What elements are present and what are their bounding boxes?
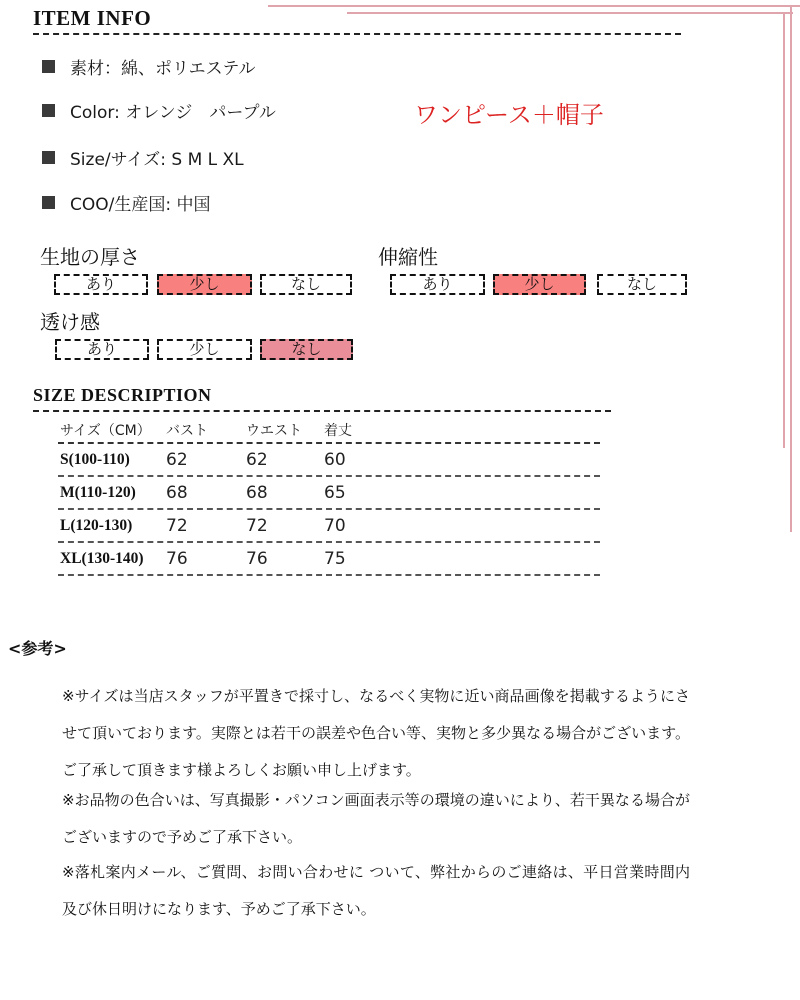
cell-size: L(120-130) [60,516,133,534]
cell-waist: 62 [246,449,268,470]
size-label: Size/サイズ: S M L XL [70,149,244,170]
coo-label: COO/生産国: 中国 [70,194,211,215]
fabric-thickness-option-ari: あり [54,274,148,295]
item-info-title: ITEM INFO [33,6,152,30]
fabric-thickness-label: 生地の厚さ [40,245,140,269]
cell-size: S(100-110) [60,450,130,468]
table-row [58,477,600,510]
square-bullet-icon [42,196,55,209]
fabric-thickness-option-nashi: なし [260,274,352,295]
cell-length: 60 [324,449,346,470]
table-row [58,444,600,477]
cell-size: XL(130-140) [60,549,144,567]
material-label: 素材：綿、ポリエステル [70,58,256,79]
cell-bust: 62 [166,449,188,470]
size-description-divider [33,410,611,412]
frame-line-top-inner [347,12,793,14]
table-row [58,543,600,576]
sheerness-option-sukoshi: 少し [157,339,252,360]
col-header-length: 着丈 [324,422,352,439]
stretch-option-sukoshi: 少し [493,274,586,295]
size-table-header [58,417,600,444]
cell-waist: 68 [246,482,268,503]
reference-title: <参考> [8,639,67,658]
table-row [58,510,600,543]
cell-bust: 68 [166,482,188,503]
square-bullet-icon [42,60,55,73]
stretch-label: 伸縮性 [378,245,438,269]
stretch-option-nashi: なし [597,274,687,295]
frame-line-right-inner [783,12,785,448]
size-description-title: SIZE DESCRIPTION [33,385,212,405]
cell-waist: 76 [246,548,268,569]
bullet-coo [42,191,211,213]
cell-bust: 72 [166,515,188,536]
sheerness-option-ari: あり [55,339,149,360]
square-bullet-icon [42,104,55,117]
size-table [58,417,600,576]
item-info-divider [33,33,681,35]
col-header-size: サイズ（CM） [60,422,151,439]
frame-line-top-outer [268,5,800,7]
sheerness-label: 透け感 [40,310,100,334]
cell-length: 75 [324,548,346,569]
cell-size: M(110-120) [60,483,136,501]
cell-length: 65 [324,482,346,503]
reference-paragraph-contact: ※落札案内メール、ご質問、お問い合わせに ついて、弊社からのご連絡は、平日営業時間内及び休日明けになります、予めご了承下さい。 [62,863,690,918]
color-label: Color: オレンジ パープル [70,102,276,123]
reference-paragraph-color: ※お品物の色合いは、写真撮影・パソコン画面表示等の環境の違いにより、若干異なる場合がございますので予めご了承下さい。 [62,791,690,846]
reference-paragraph-sizing: ※サイズは当店スタッフが平置きで採寸し、なるべく実物に近い商品画像を掲載するようにさせて頂いております。実際とは若干の誤差や色合い等、実物と多少異なる場合がございます。ご了承して頂きます様よろしくお願い申し上げます。 [62,687,690,779]
stretch-option-ari: あり [390,274,485,295]
col-header-waist: ウエスト [246,422,302,439]
bullet-color [42,99,276,121]
bullet-material [42,55,255,77]
cell-bust: 76 [166,548,188,569]
bullet-size [42,146,244,168]
cell-waist: 72 [246,515,268,536]
cell-length: 70 [324,515,346,536]
fabric-thickness-option-sukoshi: 少し [157,274,252,295]
onepiece-hat-note: ワンピース＋帽子 [414,101,604,129]
frame-line-right-outer [790,5,792,532]
square-bullet-icon [42,151,55,164]
col-header-bust: バスト [166,422,208,439]
sheerness-option-nashi: なし [260,339,353,360]
